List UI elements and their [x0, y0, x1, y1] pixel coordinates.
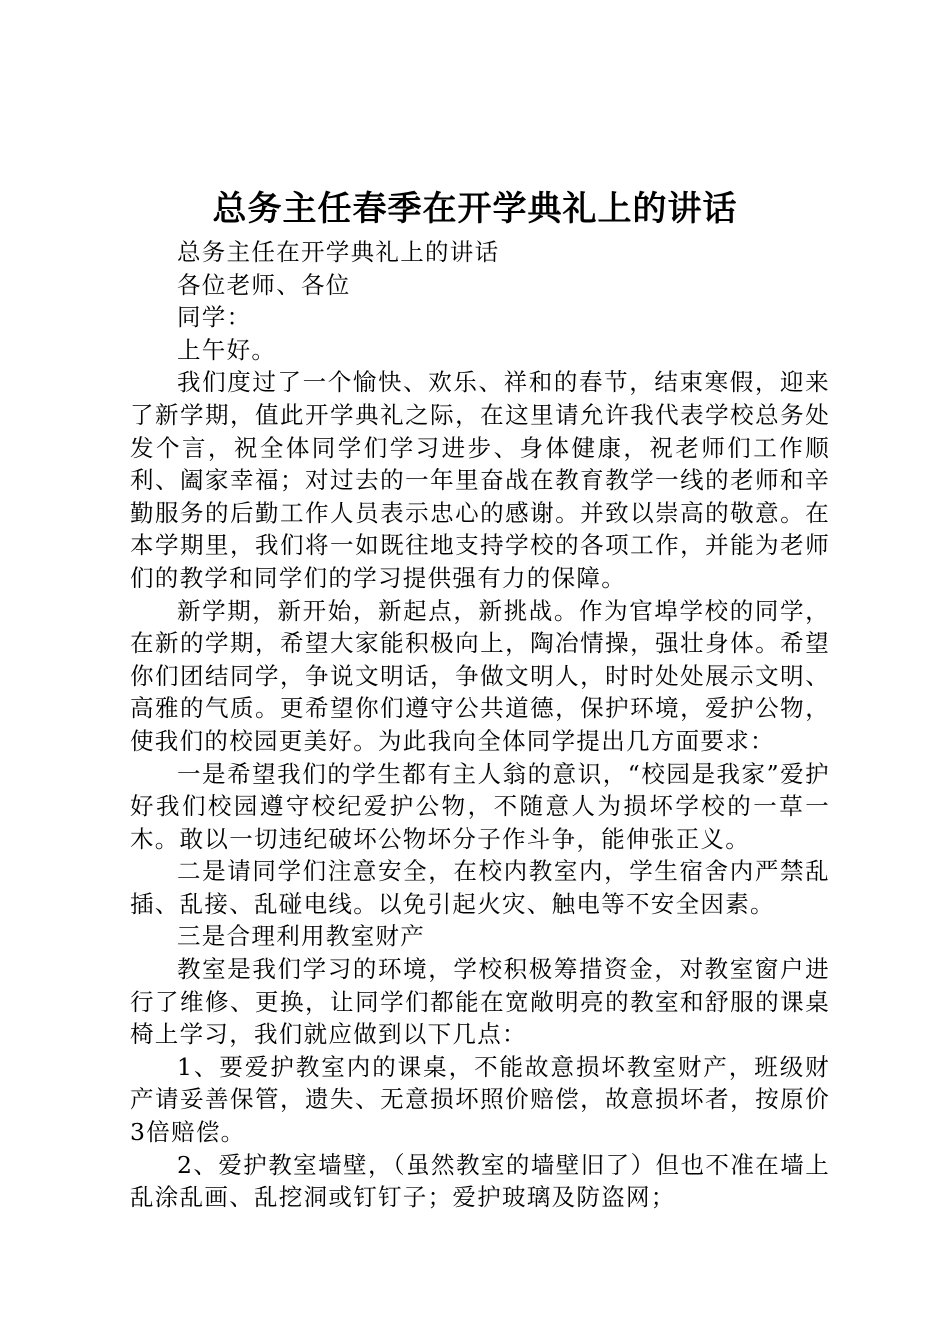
paragraph-classroom: 教室是我们学习的环境，学校积极筹措资金，对教室窗户进行了维修、更换，让同学们都能在宽敞明亮的教室和舒服的课桌椅上学习，我们就应做到以下几点： — [130, 955, 830, 1049]
paragraph-good-morning: 上午好。 — [177, 335, 277, 364]
paragraph-requirement-1: 一是希望我们的学生都有主人翁的意识，“校园是我家”爱护好我们校园遵守校纪爱护公物，不随意人为损坏学校的一草一木。敢以一切违纪破坏公物坏分子作斗争，能伸张正义。 — [130, 759, 830, 853]
paragraph-subtitle: 总务主任在开学典礼上的讲话 — [177, 238, 500, 266]
paragraph-requirement-2: 二是请同学们注意安全，在校内教室内，学生宿舍内严禁乱插、乱接、乱碰电线。以免引起火灾、触电等不安全因素。 — [130, 857, 830, 918]
paragraph-new-start: 新学期，新开始，新起点，新挑战。作为官埠学校的同学，在新的学期，希望大家能积极向上，陶冶情操，强壮身体。希望你们团结同学，争说文明话，争做文明人，时时处处展示文明、高雅的气质。更希望你们遵守公共道德，保护环境，爱护公物，使我们的校园更美好。为此我向全体同学提出几方面要求： — [130, 596, 830, 755]
document-body — [130, 236, 830, 1214]
paragraph-point-1: 1、要爱护教室内的课桌，不能故意损坏教室财产，班级财产请妥善保管，遗失、无意损坏照价赔偿，故意损坏者，按原价3倍赔偿。 — [130, 1052, 830, 1147]
paragraph-requirement-3: 三是合理利用教室财产 — [177, 922, 425, 951]
paragraph-greeting-students: 同学： — [177, 303, 252, 332]
paragraph-point-2: 2、爱护教室墙壁，（虽然教室的墙壁旧了）但也不准在墙上乱涂乱画、乱挖洞或钉钉子；爱护玻璃及防盗网； — [130, 1150, 830, 1212]
paragraph-new-semester: 我们度过了一个愉快、欢乐、祥和的春节，结束寒假，迎来了新学期，值此开学典礼之际，在这里请允许我代表学校总务处发个言，祝全体同学们学习进步、身体健康，祝老师们工作顺利、阖家幸福；对过去的一年里奋战在教育教学一线的老师和辛勤服务的后勤工作人员表示忠心的感谢。并致以崇高的敬意。在本学期里，我们将一如既往地支持学校的各项工作，并能为老师们的教学和同学们的学习提供强有力的保障。 — [130, 368, 830, 592]
paragraph-greeting-teachers: 各位老师、各位 — [177, 270, 351, 299]
document-title: 总务主任春季在开学典礼上的讲话 — [212, 189, 738, 229]
